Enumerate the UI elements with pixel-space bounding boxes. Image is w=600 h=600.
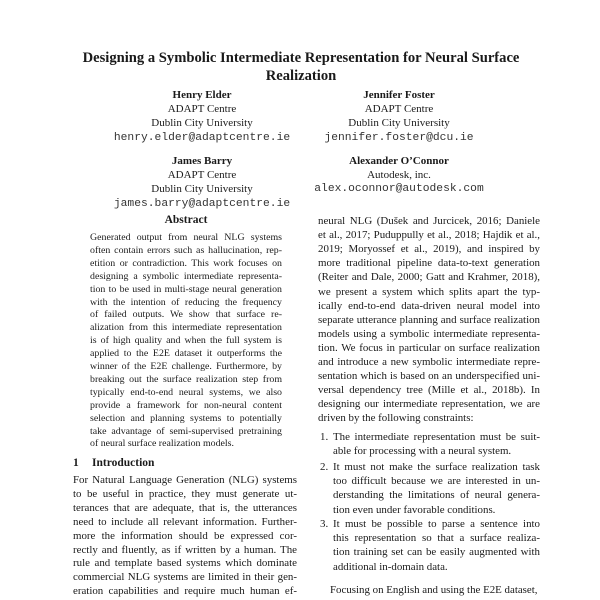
author-institution: Dublin City University	[151, 117, 253, 129]
text-line: and introduce a new symbolic intermediate repre-	[318, 356, 540, 368]
author-name: Alexander O’Connor	[349, 155, 449, 167]
text-line: 2019; Moryossef et al., 2019), and inspired by	[318, 243, 540, 256]
text-line: designing our intermediate representation, we are	[318, 398, 540, 411]
text-line: winner of the E2E challenge. Furthermore, by	[90, 361, 282, 372]
text-line: commercial NLG systems are limited in their gen-	[73, 571, 297, 584]
text-line: tion even under favorable conditions.	[333, 503, 496, 516]
text-line: For Natural Language Generation (NLG) systems	[73, 474, 297, 486]
author-affiliation: ADAPT Centre	[364, 103, 434, 115]
text-line: applied to the E2E dataset it outperforms the	[90, 348, 282, 360]
text-line: rule and template based systems which dominate	[73, 557, 297, 570]
text-line: (Reiter and Dale, 2000; Gatt and Krahmer, 2018),	[318, 271, 540, 284]
text-line: is of high quality and when the full system is	[90, 335, 282, 347]
text-line: tion. We focus in particular on surface realization	[318, 341, 540, 354]
text-line: of neural surface realization models.	[90, 438, 234, 450]
text-line: models using a symbolic intermediate representa-	[318, 327, 540, 340]
text-line: et al., 2017; Puduppully et al., 2018; Hajdik et al.,	[318, 229, 540, 242]
author-name: James Barry	[171, 155, 233, 167]
text-line: tion to be used in multi-stage neural generation	[90, 283, 282, 295]
text-line: alization from this intermediate representation	[90, 322, 282, 334]
text-line: rectly and fluently, as if written by a human. The	[73, 543, 297, 556]
text-line: often contain errors such as hallucination, rep-	[90, 244, 282, 256]
list-number: 1.	[320, 431, 329, 443]
text-line: sentation which is based on an underspecified uni-	[318, 370, 540, 383]
text-line: etition or contradiction. This work focuses on	[90, 257, 282, 269]
author-email: jennifer.foster@dcu.ie	[324, 132, 474, 144]
author-institution: Dublin City University	[151, 183, 253, 195]
text-line: this representation so that a surface realiza-	[333, 532, 540, 545]
author-email: james.barry@adaptcentre.ie	[113, 198, 291, 210]
text-line: need to include all relevant information. Further-	[73, 515, 297, 528]
text-line: provide a framework for non-neural content	[90, 399, 282, 411]
text-line: take advantage of semi-supervised pretraining	[90, 425, 282, 437]
text-line: more traditional pipeline data-to-text generation	[318, 257, 540, 270]
list-number: 2.	[320, 461, 329, 473]
text-line: to be useful in practice, they must generate ut-	[73, 487, 297, 500]
author-email: alex.oconnor@autodesk.com	[314, 183, 484, 195]
text-line: selection and planning systems to potentially	[90, 412, 282, 424]
text-line: typically end-to-end neural systems, we also	[90, 386, 282, 398]
text-line: tion training set can be easily augmented with	[333, 546, 540, 559]
author-affiliation: Autodesk, inc.	[367, 169, 431, 181]
text-line: too difficult because we are interested in un-	[333, 475, 540, 488]
author-affiliation: ADAPT Centre	[167, 169, 237, 181]
text-line: separate utterance planning and surface realization	[318, 313, 540, 326]
paper-title-line1: Designing a Symbolic Intermediate Representation for Neural Surface	[82, 50, 520, 66]
paper-title-line2: Realization	[265, 68, 337, 84]
text-line: more the information should be expressed cor-	[73, 529, 297, 542]
text-line: It must be possible to parse a sentence into	[333, 518, 540, 530]
section-heading-introduction: Introduction	[92, 457, 155, 469]
text-line: driven by the following constraints:	[318, 412, 474, 425]
author-institution: Dublin City University	[348, 117, 450, 129]
author-name: Jennifer Foster	[363, 89, 435, 101]
list-number: 3.	[320, 518, 329, 530]
closing-line: Focusing on English and using the E2E dataset,	[330, 584, 538, 596]
text-line: of failed outputs. We show that surface re-	[90, 309, 282, 321]
text-line: It must not make the surface realization task	[333, 461, 540, 473]
text-line: versal dependency tree (Mille et al., 2018b). In	[318, 384, 540, 397]
text-line: terances that are adequate, that is, the utterances	[73, 501, 297, 514]
text-line: designing a symbolic intermediate representa-	[90, 270, 282, 282]
text-line: neural NLG (Dušek and Jurcicek, 2016; Daniele	[318, 215, 540, 227]
author-email: henry.elder@adaptcentre.ie	[113, 132, 291, 144]
text-line: Generated output from neural NLG systems	[90, 232, 282, 243]
author-name: Henry Elder	[172, 89, 232, 101]
author-affiliation: ADAPT Centre	[167, 103, 237, 115]
text-line: ically end-to-end data-driven neural model into	[318, 299, 540, 312]
text-line: with the intention of reducing the frequency	[90, 296, 282, 308]
text-line: The intermediate representation must be suit-	[333, 431, 540, 443]
section-number: 1	[73, 457, 79, 469]
text-line: we present a system which splits apart the typ-	[318, 285, 540, 298]
text-line: eration capabilities and require much human ef-	[73, 585, 297, 598]
text-line: derstanding the limitations of neural genera-	[333, 489, 540, 502]
abstract-heading: Abstract	[164, 214, 208, 226]
text-line: able for processing with a neural system.	[333, 445, 512, 458]
text-line: breaking out the surface realization step from	[90, 373, 282, 385]
text-line: additional in-domain data.	[333, 560, 448, 573]
